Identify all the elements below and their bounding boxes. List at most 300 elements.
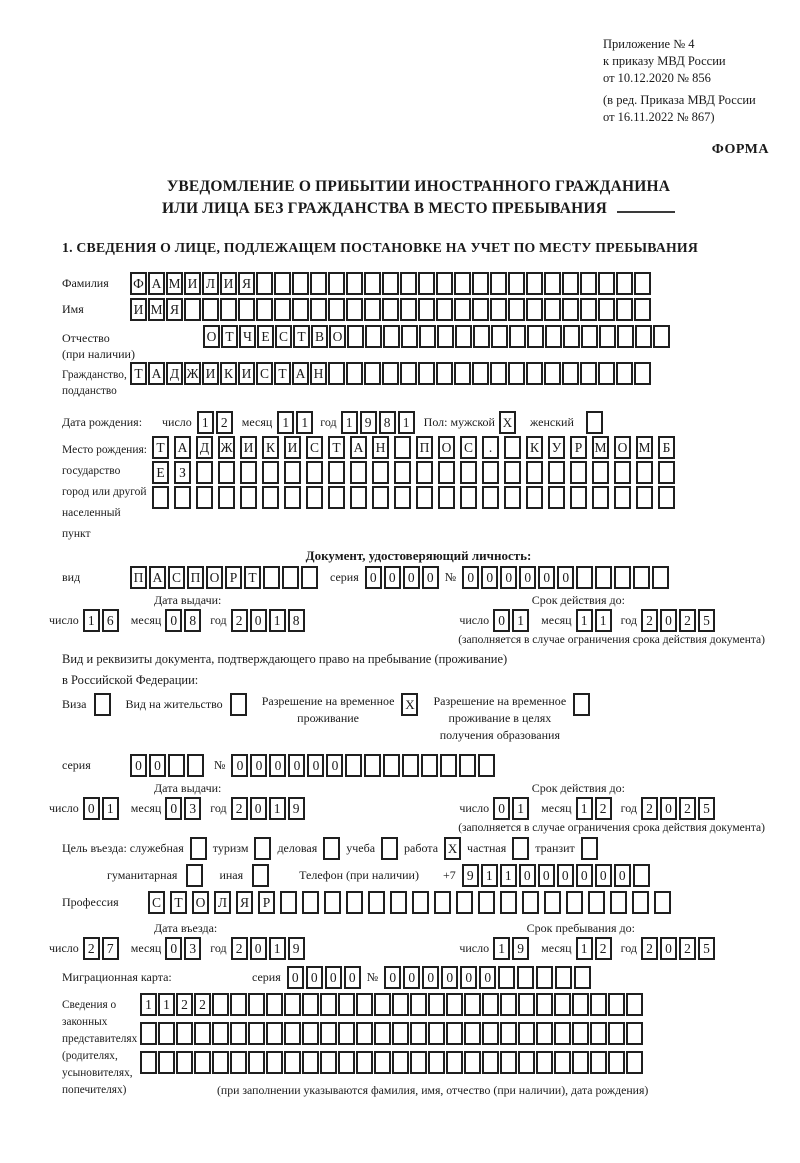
char-cell[interactable]: 1 <box>269 797 286 820</box>
char-cell[interactable] <box>176 1051 193 1074</box>
char-cell[interactable] <box>626 1051 643 1074</box>
char-cell[interactable] <box>338 1022 355 1045</box>
char-cell[interactable]: П <box>130 566 147 589</box>
char-cell[interactable] <box>590 993 607 1016</box>
char-cell[interactable]: Т <box>170 891 187 914</box>
char-cell[interactable] <box>174 486 191 509</box>
char-cell[interactable]: Т <box>274 362 291 385</box>
char-cell[interactable] <box>581 325 598 348</box>
char-cell[interactable]: 2 <box>679 937 696 960</box>
char-cell[interactable]: 0 <box>422 966 439 989</box>
char-cell[interactable] <box>617 325 634 348</box>
char-cell[interactable]: 0 <box>165 609 182 632</box>
char-cell[interactable] <box>256 298 273 321</box>
char-cell[interactable]: 9 <box>462 864 479 887</box>
char-cell[interactable]: А <box>148 272 165 295</box>
char-cell[interactable] <box>500 891 517 914</box>
char-cell[interactable] <box>544 298 561 321</box>
char-cell[interactable]: 1 <box>398 411 415 434</box>
char-cell[interactable] <box>473 325 490 348</box>
char-cell[interactable]: 1 <box>481 864 498 887</box>
char-cell[interactable]: 0 <box>614 864 631 887</box>
char-cell[interactable]: 0 <box>595 864 612 887</box>
char-cell[interactable] <box>302 1022 319 1045</box>
char-cell[interactable] <box>536 966 553 989</box>
char-cell[interactable]: 1 <box>277 411 294 434</box>
char-cell[interactable] <box>140 1051 157 1074</box>
char-cell[interactable] <box>320 1051 337 1074</box>
char-cell[interactable] <box>256 272 273 295</box>
char-cell[interactable] <box>184 298 201 321</box>
char-cell[interactable] <box>187 754 204 777</box>
female-checkbox[interactable] <box>586 411 603 434</box>
char-cell[interactable] <box>158 1022 175 1045</box>
char-cell[interactable] <box>464 1051 481 1074</box>
char-cell[interactable] <box>168 754 185 777</box>
char-cell[interactable]: 0 <box>287 966 304 989</box>
char-cell[interactable] <box>428 993 445 1016</box>
char-cell[interactable]: Т <box>244 566 261 589</box>
char-cell[interactable] <box>401 325 418 348</box>
male-checkbox[interactable]: X <box>499 411 516 434</box>
char-cell[interactable] <box>555 966 572 989</box>
char-cell[interactable] <box>346 272 363 295</box>
char-cell[interactable]: Т <box>221 325 238 348</box>
char-cell[interactable]: 0 <box>403 566 420 589</box>
char-cell[interactable]: О <box>206 566 223 589</box>
char-cell[interactable]: М <box>166 272 183 295</box>
char-cell[interactable] <box>400 298 417 321</box>
char-cell[interactable] <box>614 566 631 589</box>
work-checkbox[interactable]: X <box>444 837 461 860</box>
char-cell[interactable] <box>554 1022 571 1045</box>
char-cell[interactable] <box>614 461 631 484</box>
char-cell[interactable] <box>346 891 363 914</box>
char-cell[interactable]: 0 <box>83 797 100 820</box>
char-cell[interactable] <box>626 993 643 1016</box>
char-cell[interactable]: Н <box>372 436 389 459</box>
char-cell[interactable] <box>590 1022 607 1045</box>
char-cell[interactable] <box>346 298 363 321</box>
char-cell[interactable]: Р <box>258 891 275 914</box>
char-cell[interactable] <box>635 325 652 348</box>
char-cell[interactable] <box>310 272 327 295</box>
char-cell[interactable] <box>436 298 453 321</box>
char-cell[interactable] <box>460 486 477 509</box>
char-cell[interactable] <box>350 486 367 509</box>
char-cell[interactable] <box>418 298 435 321</box>
char-cell[interactable] <box>636 486 653 509</box>
char-cell[interactable] <box>504 486 521 509</box>
char-cell[interactable]: Я <box>236 891 253 914</box>
char-cell[interactable] <box>266 1051 283 1074</box>
char-cell[interactable]: 2 <box>595 937 612 960</box>
char-cell[interactable] <box>482 1022 499 1045</box>
char-cell[interactable] <box>356 1051 373 1074</box>
char-cell[interactable] <box>562 272 579 295</box>
char-cell[interactable] <box>292 272 309 295</box>
char-cell[interactable] <box>274 272 291 295</box>
char-cell[interactable]: 0 <box>576 864 593 887</box>
char-cell[interactable] <box>654 891 671 914</box>
char-cell[interactable] <box>410 993 427 1016</box>
char-cell[interactable]: 0 <box>326 754 343 777</box>
char-cell[interactable] <box>536 993 553 1016</box>
char-cell[interactable] <box>460 461 477 484</box>
char-cell[interactable] <box>328 298 345 321</box>
char-cell[interactable]: 0 <box>250 754 267 777</box>
char-cell[interactable]: 2 <box>641 937 658 960</box>
char-cell[interactable] <box>368 891 385 914</box>
char-cell[interactable]: 8 <box>288 609 305 632</box>
char-cell[interactable]: 2 <box>595 797 612 820</box>
char-cell[interactable] <box>517 966 534 989</box>
char-cell[interactable] <box>382 298 399 321</box>
char-cell[interactable] <box>212 1051 229 1074</box>
char-cell[interactable]: Р <box>570 436 587 459</box>
char-cell[interactable] <box>400 272 417 295</box>
char-cell[interactable]: И <box>202 362 219 385</box>
char-cell[interactable] <box>446 1051 463 1074</box>
char-cell[interactable]: З <box>174 461 191 484</box>
char-cell[interactable] <box>478 754 495 777</box>
char-cell[interactable] <box>482 461 499 484</box>
char-cell[interactable] <box>652 566 669 589</box>
char-cell[interactable] <box>176 1022 193 1045</box>
char-cell[interactable] <box>508 298 525 321</box>
char-cell[interactable]: И <box>240 436 257 459</box>
char-cell[interactable]: 0 <box>422 566 439 589</box>
char-cell[interactable]: 1 <box>140 993 157 1016</box>
char-cell[interactable] <box>572 1051 589 1074</box>
char-cell[interactable] <box>608 993 625 1016</box>
char-cell[interactable] <box>320 993 337 1016</box>
char-cell[interactable] <box>572 1022 589 1045</box>
char-cell[interactable] <box>504 461 521 484</box>
char-cell[interactable]: М <box>592 436 609 459</box>
char-cell[interactable]: Т <box>328 436 345 459</box>
private-checkbox[interactable] <box>512 837 529 860</box>
char-cell[interactable]: 0 <box>325 966 342 989</box>
char-cell[interactable] <box>328 362 345 385</box>
char-cell[interactable] <box>438 461 455 484</box>
char-cell[interactable] <box>490 272 507 295</box>
char-cell[interactable]: П <box>416 436 433 459</box>
char-cell[interactable] <box>248 1051 265 1074</box>
char-cell[interactable]: 1 <box>500 864 517 887</box>
char-cell[interactable]: И <box>238 362 255 385</box>
char-cell[interactable]: А <box>149 566 166 589</box>
char-cell[interactable] <box>436 272 453 295</box>
char-cell[interactable] <box>383 325 400 348</box>
char-cell[interactable] <box>248 1022 265 1045</box>
char-cell[interactable] <box>345 754 362 777</box>
char-cell[interactable] <box>616 272 633 295</box>
char-cell[interactable] <box>536 1051 553 1074</box>
char-cell[interactable] <box>152 486 169 509</box>
char-cell[interactable]: О <box>329 325 346 348</box>
char-cell[interactable]: И <box>130 298 147 321</box>
char-cell[interactable] <box>626 1022 643 1045</box>
char-cell[interactable] <box>490 298 507 321</box>
char-cell[interactable] <box>518 993 535 1016</box>
char-cell[interactable]: 0 <box>384 566 401 589</box>
char-cell[interactable] <box>374 1022 391 1045</box>
char-cell[interactable] <box>328 461 345 484</box>
char-cell[interactable] <box>526 298 543 321</box>
char-cell[interactable]: К <box>526 436 543 459</box>
char-cell[interactable]: И <box>184 272 201 295</box>
char-cell[interactable]: 0 <box>557 864 574 887</box>
study-checkbox[interactable] <box>381 837 398 860</box>
char-cell[interactable] <box>482 1051 499 1074</box>
char-cell[interactable] <box>580 272 597 295</box>
char-cell[interactable] <box>490 362 507 385</box>
char-cell[interactable] <box>356 1022 373 1045</box>
char-cell[interactable] <box>320 1022 337 1045</box>
char-cell[interactable] <box>240 461 257 484</box>
char-cell[interactable] <box>416 461 433 484</box>
char-cell[interactable]: 1 <box>512 609 529 632</box>
char-cell[interactable] <box>390 891 407 914</box>
char-cell[interactable] <box>282 566 299 589</box>
char-cell[interactable] <box>536 1022 553 1045</box>
char-cell[interactable] <box>338 1051 355 1074</box>
char-cell[interactable] <box>410 1022 427 1045</box>
char-cell[interactable]: Л <box>214 891 231 914</box>
char-cell[interactable]: 1 <box>158 993 175 1016</box>
char-cell[interactable]: 0 <box>306 966 323 989</box>
char-cell[interactable]: 9 <box>288 797 305 820</box>
char-cell[interactable] <box>472 298 489 321</box>
char-cell[interactable]: И <box>284 436 301 459</box>
char-cell[interactable] <box>566 891 583 914</box>
transit-checkbox[interactable] <box>581 837 598 860</box>
char-cell[interactable]: 0 <box>441 966 458 989</box>
char-cell[interactable] <box>400 362 417 385</box>
char-cell[interactable] <box>263 566 280 589</box>
char-cell[interactable]: 0 <box>250 609 267 632</box>
char-cell[interactable] <box>472 272 489 295</box>
char-cell[interactable] <box>328 486 345 509</box>
char-cell[interactable] <box>284 993 301 1016</box>
char-cell[interactable]: Д <box>196 436 213 459</box>
char-cell[interactable]: 0 <box>493 797 510 820</box>
char-cell[interactable]: Я <box>166 298 183 321</box>
char-cell[interactable] <box>262 461 279 484</box>
char-cell[interactable] <box>383 754 400 777</box>
business-checkbox[interactable] <box>323 837 340 860</box>
char-cell[interactable] <box>220 298 237 321</box>
char-cell[interactable] <box>544 272 561 295</box>
char-cell[interactable]: 5 <box>698 609 715 632</box>
char-cell[interactable]: 2 <box>216 411 233 434</box>
char-cell[interactable] <box>633 566 650 589</box>
char-cell[interactable] <box>518 1051 535 1074</box>
char-cell[interactable]: 1 <box>595 609 612 632</box>
char-cell[interactable] <box>382 272 399 295</box>
char-cell[interactable]: 0 <box>149 754 166 777</box>
residence-permit-checkbox[interactable] <box>230 693 247 716</box>
char-cell[interactable] <box>464 1022 481 1045</box>
char-cell[interactable]: 0 <box>365 566 382 589</box>
char-cell[interactable] <box>394 461 411 484</box>
char-cell[interactable] <box>394 486 411 509</box>
char-cell[interactable] <box>548 461 565 484</box>
char-cell[interactable] <box>338 993 355 1016</box>
char-cell[interactable]: 3 <box>184 797 201 820</box>
char-cell[interactable]: 5 <box>698 797 715 820</box>
char-cell[interactable]: 1 <box>493 937 510 960</box>
char-cell[interactable] <box>392 993 409 1016</box>
char-cell[interactable]: 1 <box>83 609 100 632</box>
char-cell[interactable] <box>284 1051 301 1074</box>
char-cell[interactable]: 8 <box>184 609 201 632</box>
char-cell[interactable] <box>158 1051 175 1074</box>
char-cell[interactable]: 0 <box>493 609 510 632</box>
char-cell[interactable] <box>238 298 255 321</box>
char-cell[interactable] <box>302 1051 319 1074</box>
temp-residence-checkbox[interactable]: X <box>401 693 418 716</box>
char-cell[interactable] <box>634 298 651 321</box>
char-cell[interactable] <box>500 993 517 1016</box>
char-cell[interactable] <box>616 298 633 321</box>
char-cell[interactable] <box>500 1051 517 1074</box>
char-cell[interactable] <box>580 298 597 321</box>
char-cell[interactable]: 1 <box>576 797 593 820</box>
char-cell[interactable]: 1 <box>197 411 214 434</box>
char-cell[interactable] <box>608 1022 625 1045</box>
char-cell[interactable] <box>592 486 609 509</box>
char-cell[interactable]: П <box>187 566 204 589</box>
char-cell[interactable] <box>266 1022 283 1045</box>
char-cell[interactable]: И <box>220 272 237 295</box>
char-cell[interactable]: Д <box>166 362 183 385</box>
char-cell[interactable]: 2 <box>176 993 193 1016</box>
char-cell[interactable]: Ж <box>184 362 201 385</box>
char-cell[interactable] <box>324 891 341 914</box>
char-cell[interactable]: 0 <box>519 864 536 887</box>
char-cell[interactable] <box>454 272 471 295</box>
char-cell[interactable] <box>508 272 525 295</box>
char-cell[interactable]: 5 <box>698 937 715 960</box>
char-cell[interactable] <box>632 891 649 914</box>
char-cell[interactable] <box>634 362 651 385</box>
temp-residence-edu-checkbox[interactable] <box>573 693 590 716</box>
char-cell[interactable] <box>572 993 589 1016</box>
char-cell[interactable]: О <box>203 325 220 348</box>
char-cell[interactable] <box>614 486 631 509</box>
char-cell[interactable] <box>392 1022 409 1045</box>
char-cell[interactable] <box>428 1051 445 1074</box>
char-cell[interactable]: Ж <box>218 436 235 459</box>
char-cell[interactable]: 0 <box>403 966 420 989</box>
char-cell[interactable] <box>274 298 291 321</box>
char-cell[interactable]: 9 <box>360 411 377 434</box>
char-cell[interactable] <box>472 362 489 385</box>
char-cell[interactable]: О <box>192 891 209 914</box>
char-cell[interactable]: 0 <box>538 864 555 887</box>
char-cell[interactable] <box>509 325 526 348</box>
char-cell[interactable] <box>482 486 499 509</box>
char-cell[interactable]: 2 <box>231 797 248 820</box>
char-cell[interactable] <box>588 891 605 914</box>
char-cell[interactable]: Т <box>130 362 147 385</box>
char-cell[interactable]: 9 <box>512 937 529 960</box>
char-cell[interactable] <box>421 754 438 777</box>
char-cell[interactable] <box>548 486 565 509</box>
char-cell[interactable] <box>301 566 318 589</box>
char-cell[interactable] <box>562 298 579 321</box>
char-cell[interactable]: О <box>614 436 631 459</box>
char-cell[interactable] <box>526 272 543 295</box>
char-cell[interactable] <box>498 966 515 989</box>
char-cell[interactable]: 6 <box>102 609 119 632</box>
char-cell[interactable] <box>374 1051 391 1074</box>
char-cell[interactable] <box>658 461 675 484</box>
char-cell[interactable] <box>576 566 593 589</box>
char-cell[interactable]: 1 <box>269 937 286 960</box>
char-cell[interactable] <box>374 993 391 1016</box>
char-cell[interactable] <box>416 486 433 509</box>
char-cell[interactable] <box>570 461 587 484</box>
char-cell[interactable]: С <box>256 362 273 385</box>
char-cell[interactable] <box>356 993 373 1016</box>
char-cell[interactable] <box>438 486 455 509</box>
char-cell[interactable] <box>544 891 561 914</box>
char-cell[interactable] <box>347 325 364 348</box>
char-cell[interactable] <box>526 486 543 509</box>
char-cell[interactable] <box>212 993 229 1016</box>
char-cell[interactable]: 7 <box>102 937 119 960</box>
char-cell[interactable] <box>562 362 579 385</box>
char-cell[interactable]: 2 <box>83 937 100 960</box>
char-cell[interactable] <box>306 486 323 509</box>
char-cell[interactable]: 2 <box>641 609 658 632</box>
char-cell[interactable]: 0 <box>165 937 182 960</box>
char-cell[interactable]: 1 <box>576 609 593 632</box>
char-cell[interactable] <box>218 486 235 509</box>
humanitarian-checkbox[interactable] <box>186 864 203 887</box>
char-cell[interactable] <box>346 362 363 385</box>
char-cell[interactable] <box>212 1022 229 1045</box>
char-cell[interactable] <box>504 436 521 459</box>
char-cell[interactable] <box>554 993 571 1016</box>
char-cell[interactable]: 1 <box>269 609 286 632</box>
char-cell[interactable] <box>456 891 473 914</box>
char-cell[interactable]: 2 <box>679 609 696 632</box>
char-cell[interactable] <box>446 1022 463 1045</box>
char-cell[interactable]: 1 <box>102 797 119 820</box>
char-cell[interactable]: . <box>482 436 499 459</box>
char-cell[interactable] <box>599 325 616 348</box>
char-cell[interactable] <box>364 272 381 295</box>
char-cell[interactable] <box>526 461 543 484</box>
char-cell[interactable]: 0 <box>250 937 267 960</box>
char-cell[interactable]: 0 <box>660 937 677 960</box>
char-cell[interactable]: 0 <box>344 966 361 989</box>
char-cell[interactable]: 3 <box>184 937 201 960</box>
char-cell[interactable]: 0 <box>384 966 401 989</box>
char-cell[interactable] <box>574 966 591 989</box>
char-cell[interactable] <box>590 1051 607 1074</box>
char-cell[interactable]: 0 <box>231 754 248 777</box>
char-cell[interactable]: 2 <box>679 797 696 820</box>
char-cell[interactable]: 0 <box>479 966 496 989</box>
char-cell[interactable]: Е <box>257 325 274 348</box>
char-cell[interactable]: 0 <box>269 754 286 777</box>
char-cell[interactable] <box>598 298 615 321</box>
